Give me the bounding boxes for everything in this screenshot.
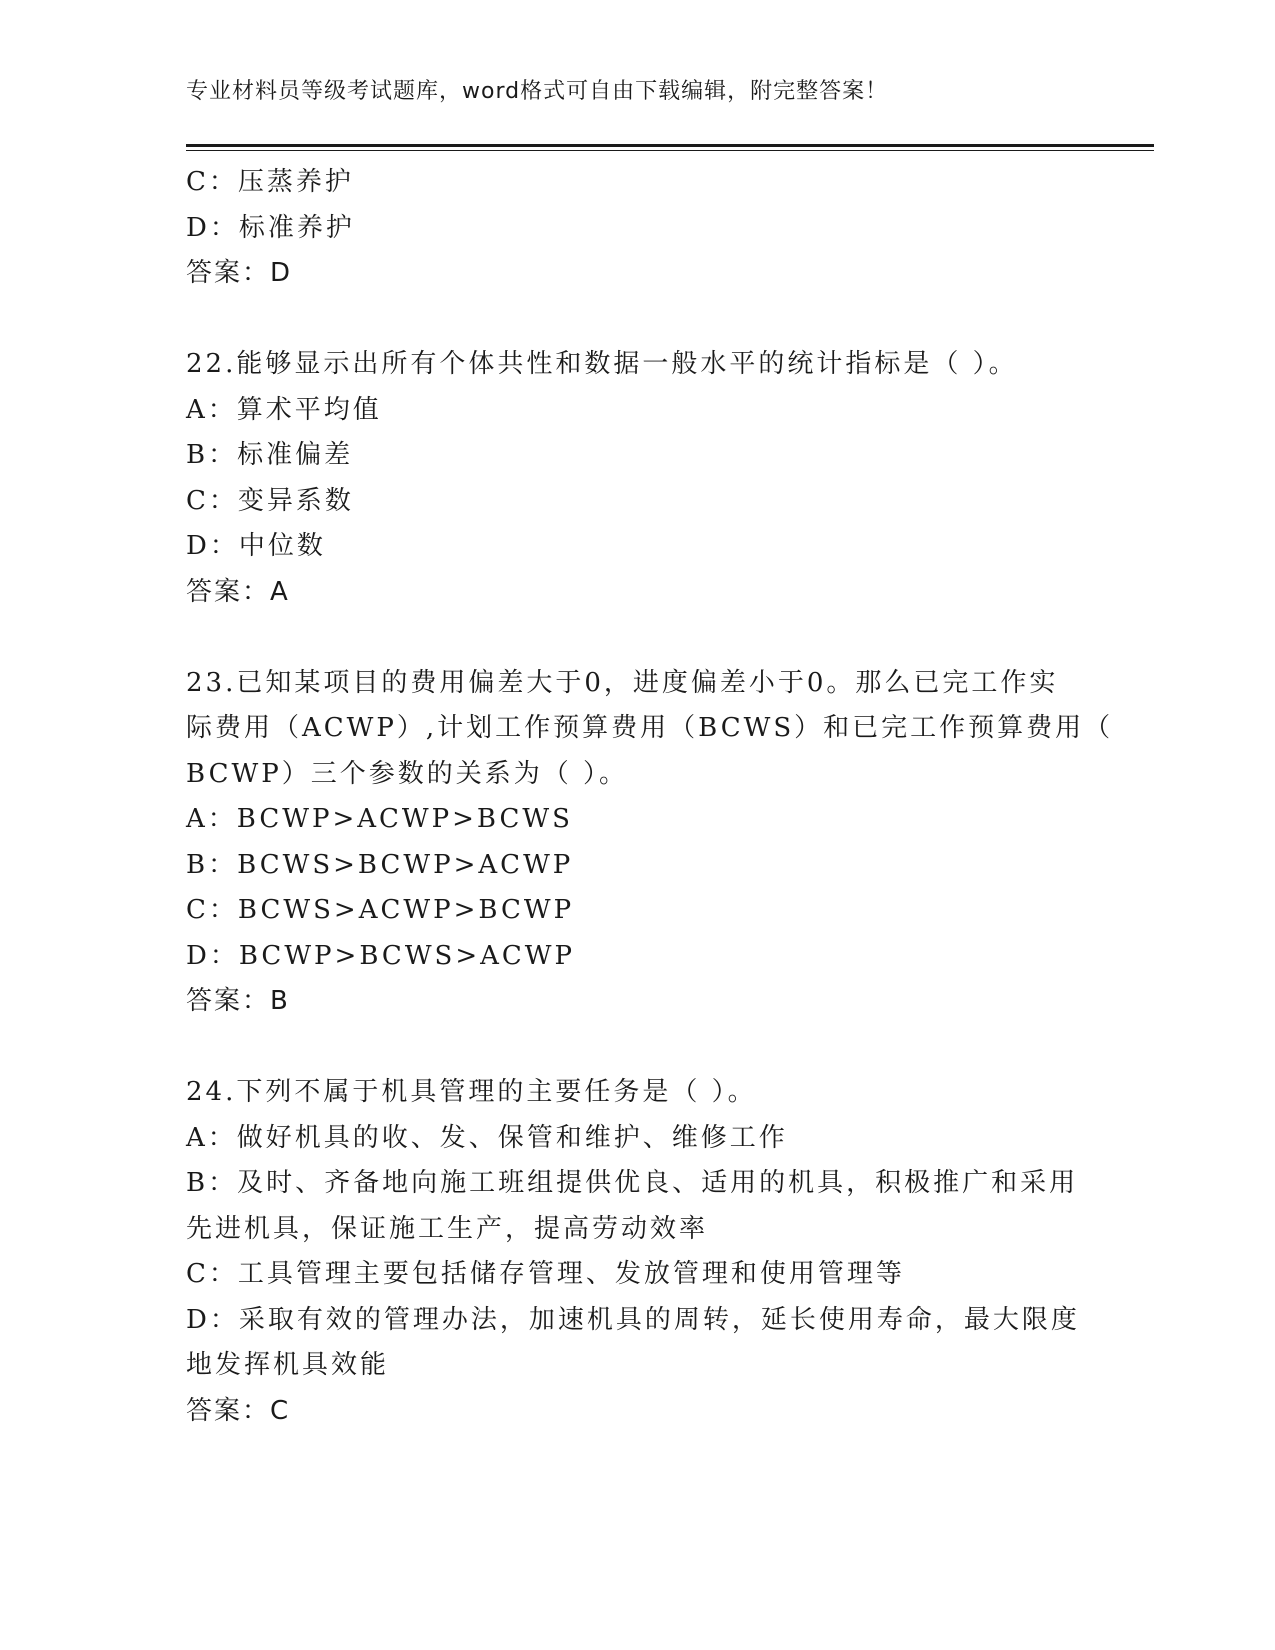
option-d: D：标准养护 <box>186 212 355 243</box>
question-stem: 23.已知某项目的费用偏差大于0，进度偏差小于0。那么已完工作实 <box>186 667 1059 698</box>
option-a: A：算术平均值 <box>186 394 382 425</box>
document-body <box>186 160 1114 1434</box>
answer-line: 答案：B <box>186 986 290 1016</box>
option-c: C：压蒸养护 <box>186 167 354 197</box>
option-b: B：BCWS>BCWP>ACWP <box>186 849 574 880</box>
option-b: B：标准偏差 <box>186 440 354 470</box>
option-c: C：工具管理主要包括储存管理、发放管理和使用管理等 <box>186 1259 905 1289</box>
option-b-continued: 先进机具，保证施工生产，提高劳动效率 <box>186 1213 709 1244</box>
option-c: C：变异系数 <box>186 485 354 516</box>
header-rule-thin <box>186 150 1154 151</box>
spacer <box>186 615 1086 661</box>
option-b: B：及时、齐备地向施工班组提供优良、适用的机具，积极推广和采用 <box>186 1168 1079 1198</box>
question-stem: 22.能够显示出所有个体共性和数据一般水平的统计指标是（ ）。 <box>186 349 1018 379</box>
page-header: 专业材料员等级考试题库，word格式可自由下载编辑，附完整答案！ <box>186 79 889 104</box>
question-stem-continued: 际费用（ACWP）,计划工作预算费用（BCWS）和已完工作预算费用（ <box>186 713 1114 743</box>
option-a: A：做好机具的收、发、保管和维护、维修工作 <box>186 1122 788 1153</box>
option-c: C：BCWS>ACWP>BCWP <box>186 895 575 925</box>
option-d: D：BCWP>BCWS>ACWP <box>186 940 576 971</box>
option-d: D：中位数 <box>186 531 326 561</box>
answer-line: 答案：C <box>186 1395 291 1426</box>
option-d: D：采取有效的管理办法，加速机具的周转，延长使用寿命，最大限度 <box>186 1304 1080 1335</box>
spacer <box>186 297 1086 343</box>
answer-line: 答案：A <box>186 576 290 607</box>
question-stem: 24.下列不属于机具管理的主要任务是（ ）。 <box>186 1077 757 1107</box>
header-rule-thick <box>186 144 1154 147</box>
option-a: A：BCWP>ACWP>BCWS <box>186 804 573 834</box>
answer-line: 答案：D <box>186 258 293 288</box>
question-stem-continued: BCWP）三个参数的关系为（ ）。 <box>186 758 628 789</box>
option-d-continued: 地发挥机具效能 <box>186 1350 390 1380</box>
spacer <box>186 1025 1086 1071</box>
